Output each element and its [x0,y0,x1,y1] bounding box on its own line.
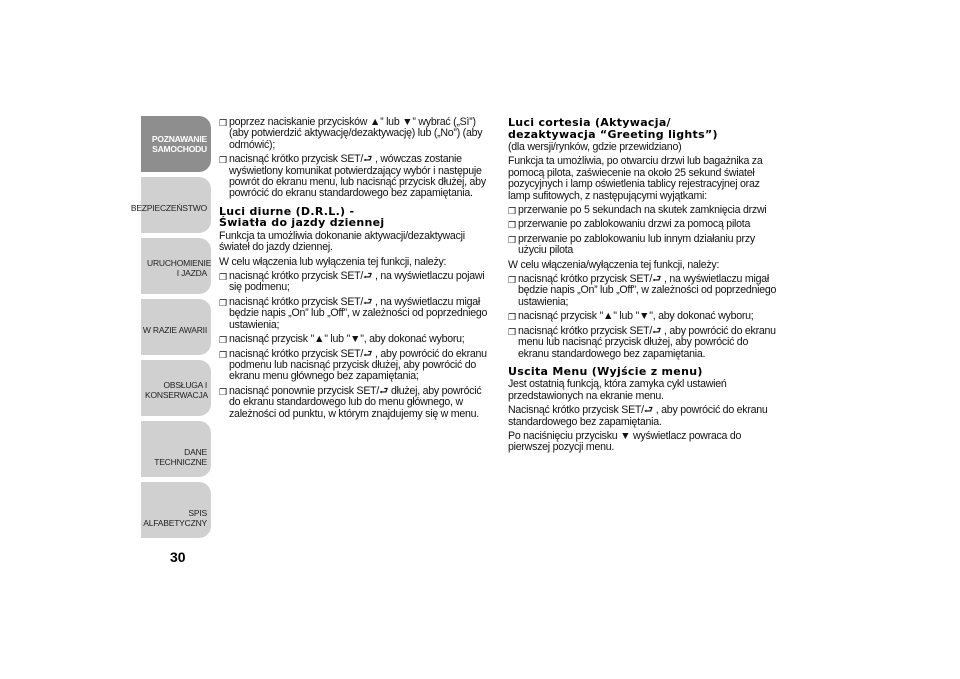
paragraph: Funkcja ta umożliwia dokonanie aktywacji/dezaktywacji świateł do jazdy dziennej. [219,229,465,254]
paragraph: Jest ostatnią funkcją, która zamyka cykl ustawień przedstawionych na ekranie menu. [508,378,727,402]
tab-bezpieczenstwo[interactable]: BEZPIECZEŃSTWO [141,177,211,233]
tab-poznawanie-samochodu[interactable]: POZNAWANIE SAMOCHODU [141,116,211,172]
bullet-item: ❒ przerwanie po zablokowaniu drzwi za pomocą pilota [508,218,751,231]
paragraph: Po naciśnięciu przycisku ▼ wyświetlacz powraca do pierwszej pozycji menu. [508,430,742,454]
chapter-sidebar [130,116,212,543]
bullet-item: ❒ nacisnąć przycisk "▲" lub "▼", aby dokonać wyboru; [219,333,465,346]
section-heading-exit-menu: Uscita Menu (Wyjście z menu) [508,364,703,378]
bullet-item: ❒ nacisnąć ponownie przycisk SET/⮐ dłużej, aby powrócić do ekranu standardowego lub do menu głównego, w zależności od punktu, w którym znajdujemy się w menu. [219,384,482,420]
right-column [508,117,778,457]
section-heading-drl: Luci diurne (D.R.L.) - Światła do jazdy dziennej [219,204,385,230]
bullet-item: ❒ nacisnąć przycisk "▲" lub "▼", aby dokonać wyboru; [508,310,754,323]
bullet-item: ❒ nacisnąć krótko przycisk SET/⮐ , wówczas zostanie wyświetlony komunikat potwierdzający wybór i następuje powrót do ekranu menu, lub nacisnąć przycisk dłużej, aby powrócić do ekranu standardowego bez zapamiętania. [219,153,486,200]
paragraph: Funkcja ta umożliwia, po otwarciu drzwi lub bagażnika za pomocą pilota, zaświecenie na około 25 sekund świateł pozycyjnych i lamp oświetlenia tablicy rejestracyjnej oraz lamp sufitowych, z następującymi wyjątkami: [508,155,763,202]
paragraph: W celu włączenia/wyłączenia tej funkcji, należy: [508,258,720,271]
bullet-item: ❒ nacisnąć krótko przycisk SET/⮐ , aby powrócić do ekranu podmenu lub nacisnąć przycisk dłużej, aby powrócić do ekranu menu głównego bez zapamiętania; [219,347,487,383]
section-heading-greeting-lights: Luci cortesia (Aktywacja/ dezaktywacja “Greeting lights”) [508,116,718,141]
bullet-item: ❒ przerwanie po 5 sekundach na skutek zamknięcia drzwi [508,204,767,217]
bullet-item: ❒ nacisnąć krótko przycisk SET/⮐ , aby powrócić do ekranu menu lub nacisnąć przycisk dłużej, aby powrócić do ekranu standardowego bez zapamiętania. [508,324,776,360]
subheading-note: (dla wersji/rynków, gdzie przewidziano) [508,141,682,153]
tab-uruchomienie-i-jazda[interactable]: URUCHOMIENIE I JAZDA [141,238,211,294]
bullet-item: ❒ nacisnąć krótko przycisk SET/⮐ , na wyświetlaczu migał będzie napis „On” lub „Off”, w zależności od poprzedniego ustawienia; [219,295,488,331]
bullet-item: ❒ nacisnąć krótko przycisk SET/⮐ , na wyświetlaczu pojawi się podmenu; [219,270,485,294]
left-column [219,117,491,423]
page-number: 30 [170,549,186,565]
bullet-item: ❒ poprzez naciskanie przycisków ▲” lub ▼” wybrać („Sì”) (aby potwierdzić aktywację/dezaktywację) lub („No”) (aby odmówić); [219,116,483,151]
tab-w-razie-awarii[interactable]: W RAZIE AWARII [141,299,211,355]
tab-obsluga-i-konserwacja[interactable]: OBSŁUGA I KONSERWACJA [141,360,211,416]
tab-dane-techniczne[interactable]: DANE TECHNICZNE [141,421,211,477]
bullet-item: ❒ przerwanie po zablokowaniu lub innym działaniu przy użyciu pilota [508,232,755,257]
paragraph: W celu włączenia lub wyłączenia tej funkcji, należy: [219,255,447,268]
bullet-item: ❒ nacisnąć krótko przycisk SET/⮐ , na wyświetlaczu migał będzie napis „On” lub „Off”, w zależności od poprzedniego ustawienia; [508,273,777,308]
paragraph: Nacisnąć krótko przycisk SET/⮐ , aby powrócić do ekranu standardowego bez zapamiętania. [508,404,768,428]
tab-spis-alfabetyczny[interactable]: SPIS ALFABETYCZNY [141,482,211,538]
